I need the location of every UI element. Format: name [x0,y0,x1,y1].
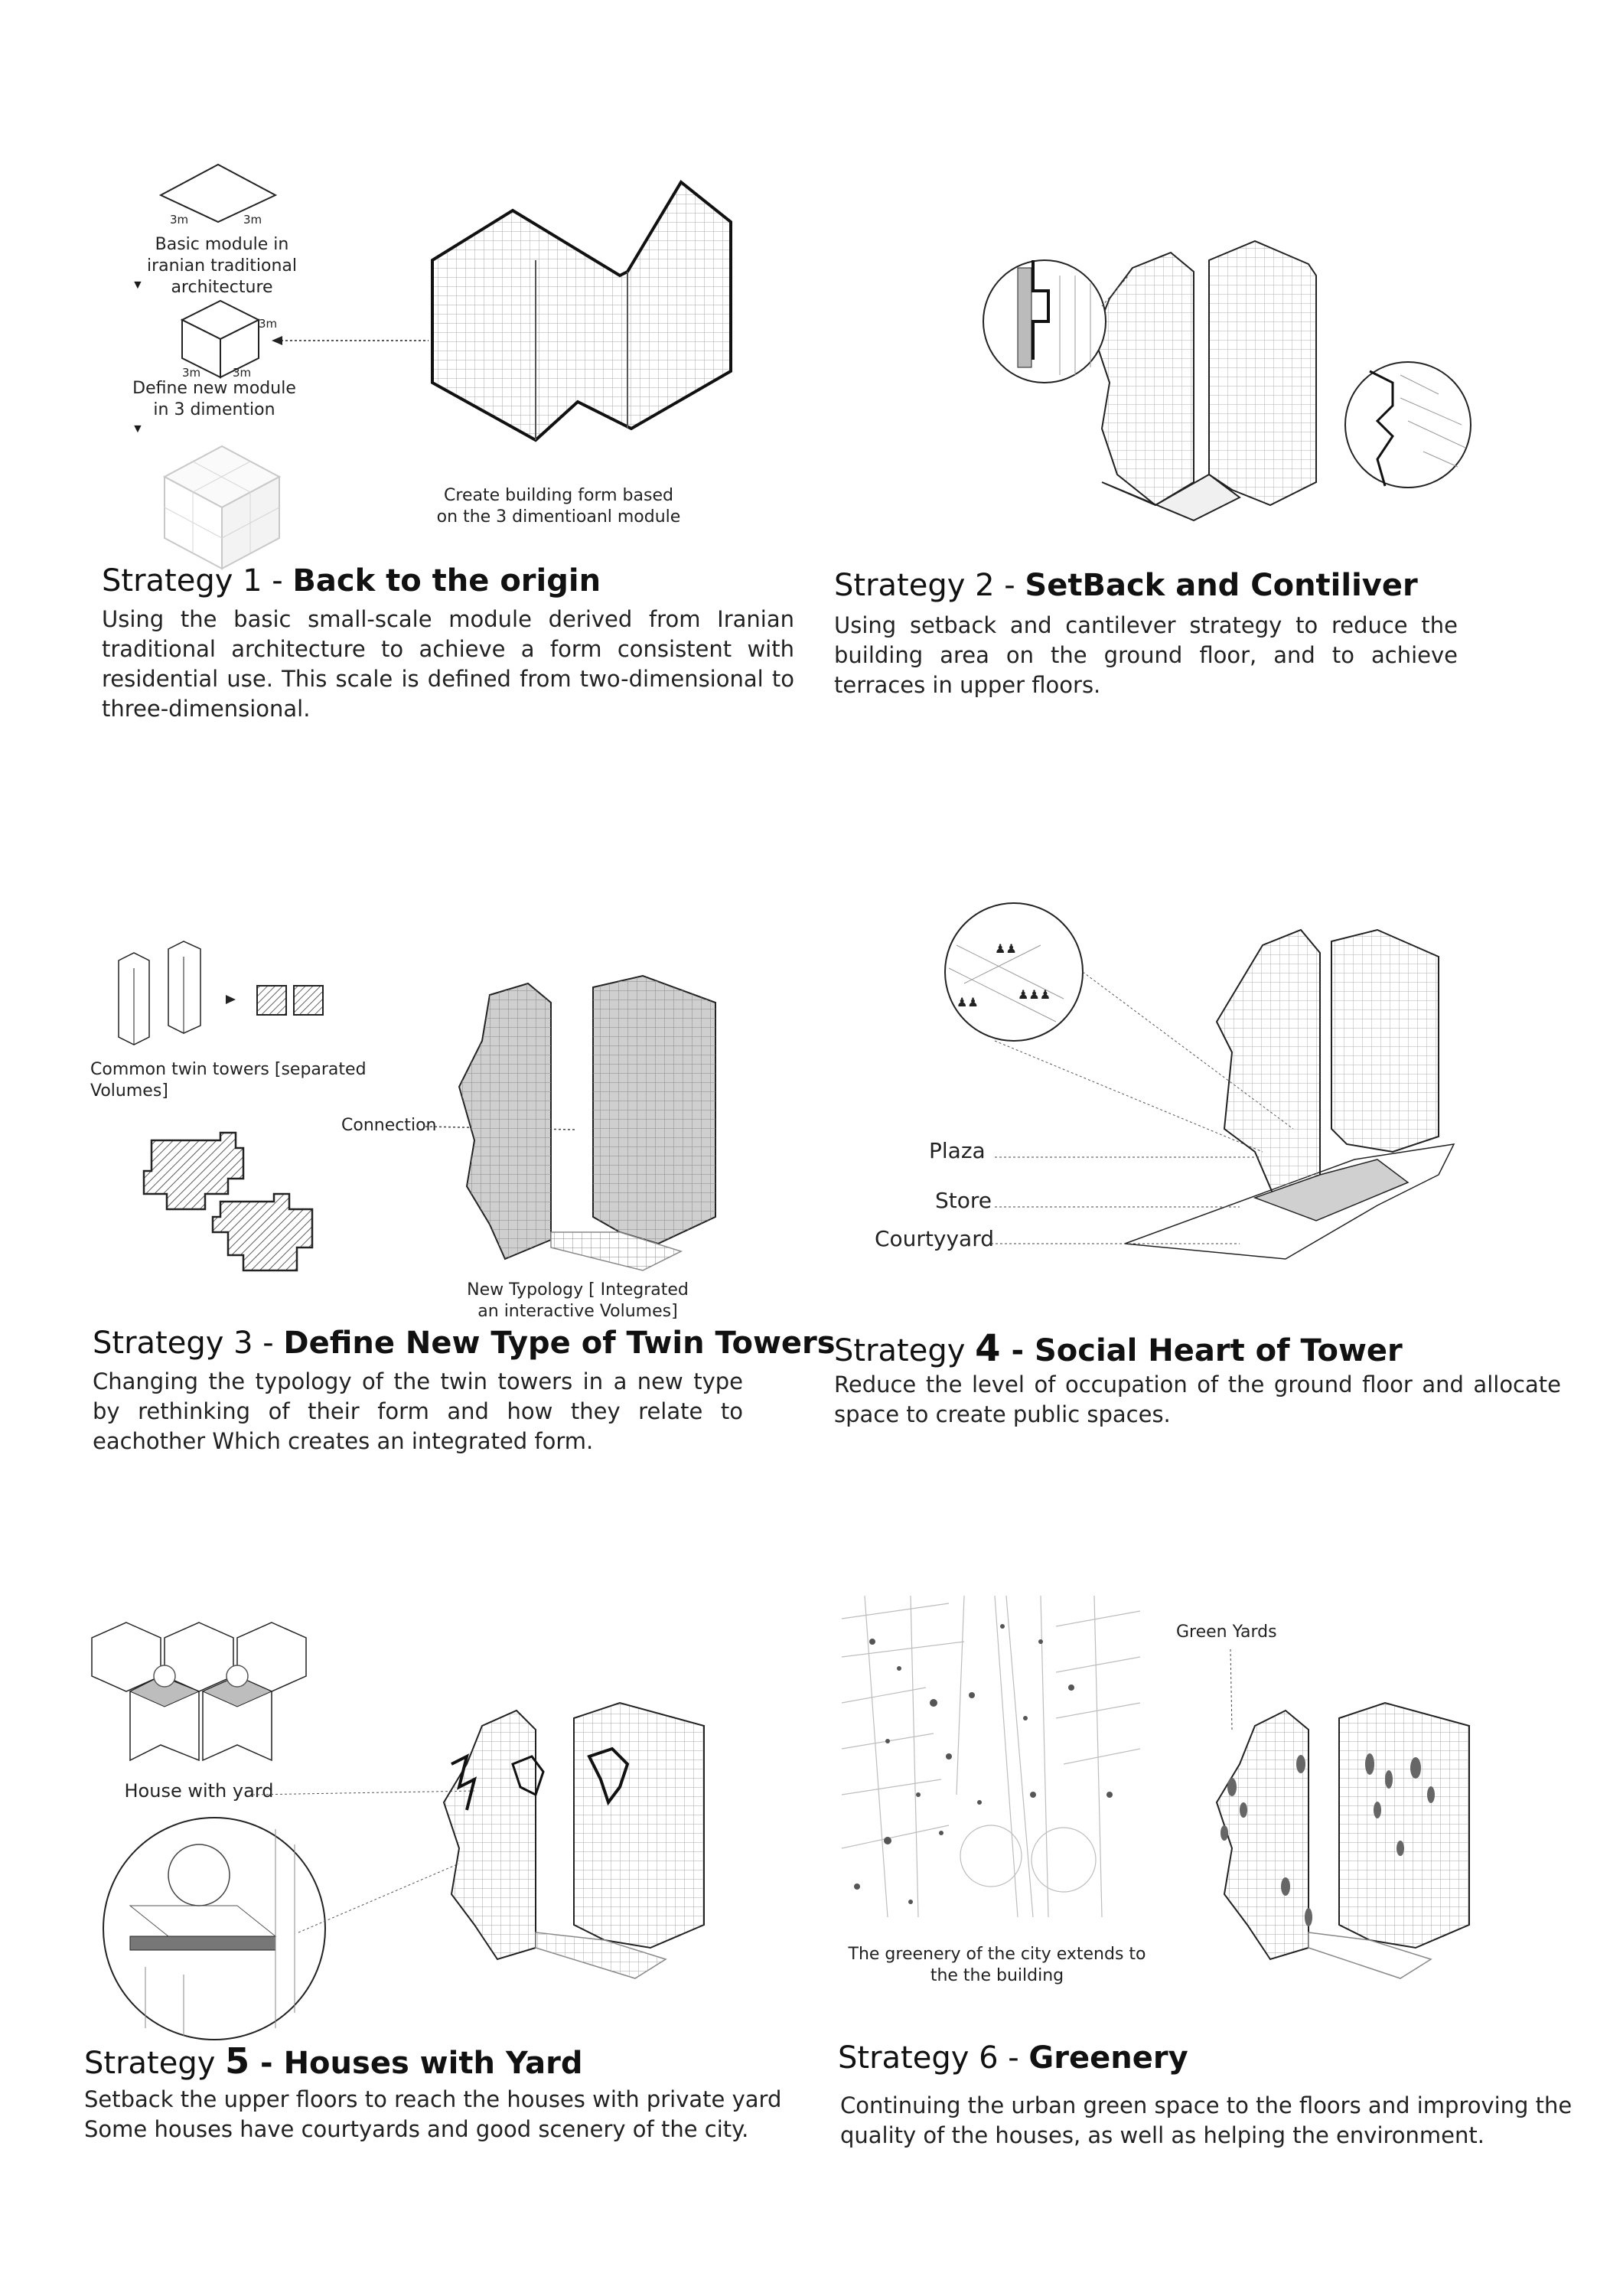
house-with-yard-diagram [88,1615,333,1768]
strategy-5-title-text: - Houses with Yard [249,2046,583,2081]
building-form-caption: Create building form based on the 3 dimentioanl module [436,486,681,527]
cube-dim-height: 3m [259,317,278,331]
courtyard-label: Courtyyard [875,1226,995,1251]
svg-text:♟♟: ♟♟ [995,943,1017,956]
building-form-diagram [429,176,735,467]
strategy-6-title-text: Greenery [1028,2040,1188,2076]
cube-dim-right: 3m [233,366,252,380]
strategy-6-body: Continuing the urban green space to the floors and improving the quality of the houses, as well as helping the environment. [840,2092,1572,2148]
svg-text:♟♟: ♟♟ [957,996,979,1009]
strategy-1-title [102,563,601,598]
strategy-6-title [838,2040,1188,2076]
svg-text:♟♟♟: ♟♟♟ [1018,989,1051,1002]
strategy-5-body: Setback the upper floors to reach the houses with private yard Some houses have courtyards and good scenery of the city. [84,2086,782,2142]
strategy-2-body: Using setback and cantilever strategy to reduce the building area on the ground floor, and to achieve terraces in upper floors. [834,612,1458,698]
new-module-caption: Define new module in 3 dimention [132,379,296,419]
basic-module-dim-left: 3m [170,213,189,227]
strategy-3-body: Changing the typology of the twin towers in a new type by rethinking of their form and how they relate to eachother Which creates an integrated form. [93,1368,743,1454]
strategy-5-title [84,2040,583,2082]
arrow-down-icon: ▼ [132,279,144,292]
city-greenery-caption: The greenery of the city extends to the the building [848,1945,1146,1985]
strategy-5-title-number: 5 [225,2040,250,2082]
strategy-1-title-text: Back to the origin [292,563,601,598]
cube-dim-left: 3m [182,366,201,380]
store-label: Store [935,1188,992,1213]
green-yards-label: Green Yards [1176,1623,1277,1642]
strategy-2-title-text: SetBack and Contiliver [1025,568,1418,603]
strategy-5-title-prefix: Strategy [84,2046,226,2081]
greenery-tower-diagram [1201,1695,1477,1978]
basic-module-caption: Basic module in iranian traditional architecture [146,235,298,297]
basic-module-dim-right: 3m [243,213,262,227]
setback-tower-diagram [979,230,1469,520]
strategy-3-title-text: Define New Type of Twin Towers [283,1326,836,1361]
strategy-2-title-prefix: Strategy 2 - [834,568,1025,603]
common-twin-towers-diagram [115,941,337,1041]
strategy-3-title-prefix: Strategy 3 - [93,1326,284,1361]
plaza-label: Plaza [929,1138,986,1163]
connection-label: Connection [341,1116,437,1135]
strategy-4-title [834,1327,1403,1370]
eight-cube-module-diagram [157,442,287,572]
new-typology-tower-diagram [444,972,719,1278]
common-twin-towers-caption: Common twin towers [separated Volumes] [90,1060,367,1101]
label-leader-lines [987,1148,1263,1247]
city-greenery-map [842,1596,1140,1917]
strategy-1-body: Using the basic small-scale module derived from Iranian traditional architecture to achieve a form consistent with residential use. This scale is defined from two-dimensional to three-dimensional. [102,606,794,722]
arrow-down-icon: ▼ [132,422,144,435]
houses-with-yard-tower-diagram [436,1695,712,1978]
strategy-3-title [93,1326,836,1361]
strategy-4-body: Reduce the level of occupation of the ground floor and allocate space to create public spaces. [834,1371,1561,1427]
house-with-yard-caption: House with yard [124,1780,274,1802]
strategy-2-title [834,568,1418,603]
arrow-left-icon [272,333,432,348]
new-typology-caption: New Typology [ Integrated an interactive Volumes] [467,1280,689,1321]
integrated-plan-diagram [136,1125,335,1278]
strategy-4-title-text: - Social Heart of Tower [1000,1333,1403,1368]
strategy-4-title-prefix: Strategy [834,1333,976,1368]
strategy-4-title-number: 4 [975,1327,1001,1370]
strategy-6-title-prefix: Strategy 6 - [838,2040,1029,2076]
strategy-1-title-prefix: Strategy 1 - [102,563,293,598]
